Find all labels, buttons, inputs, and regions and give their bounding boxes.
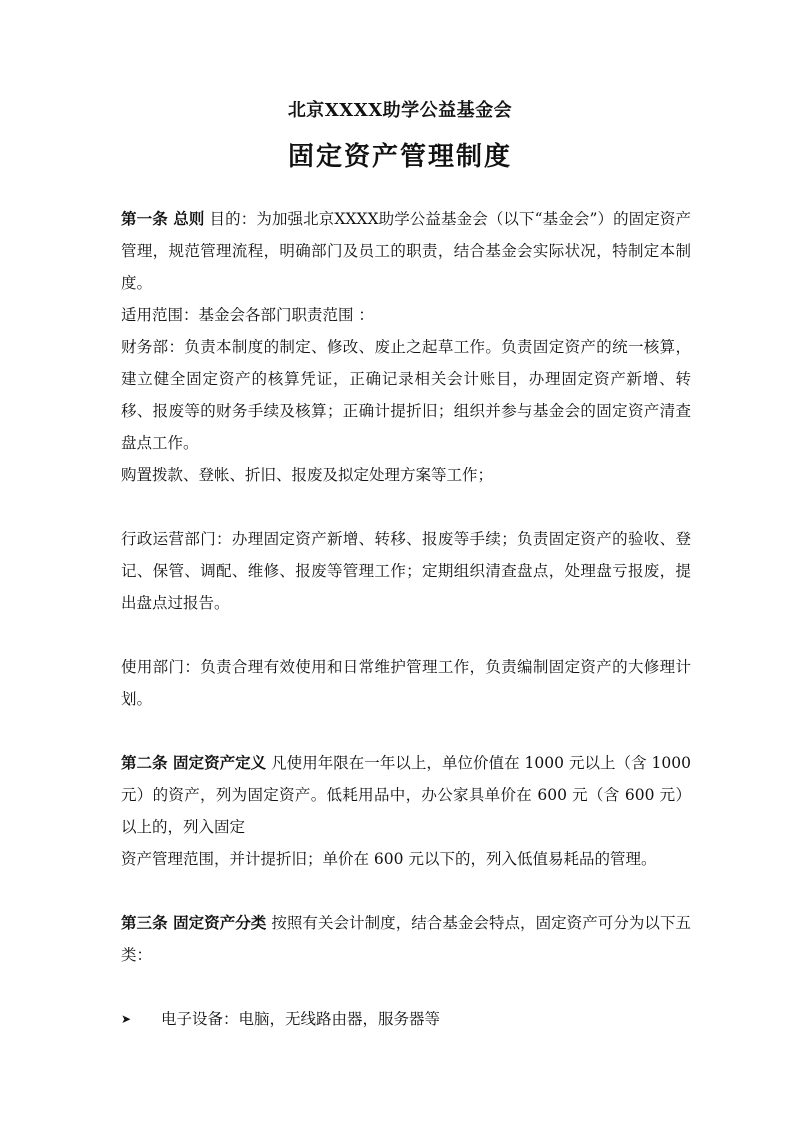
paragraph-gap: [121, 875, 691, 907]
article-1-heading: 第一条 总则: [121, 209, 205, 228]
list-item: [121, 1003, 691, 1035]
article-1-scope: 适用范围：基金会各部门职责范围 ：: [121, 306, 374, 324]
paragraph-gap: [121, 619, 691, 651]
article-3-text: 按照有关会计制度，结合基金会特点，固定资产可分为以下五类：: [121, 914, 691, 964]
arrow-bullet-icon: ➤: [121, 1012, 132, 1026]
article-3-heading: 第三条 固定资产分类: [121, 913, 267, 932]
article-1-purpose-paragraph: [121, 203, 691, 299]
article-1-user-duties: 使用部门：负责合理有效使用和日常维护管理工作，负责编制固定资产的大修理计划。: [121, 658, 691, 708]
article-2-text-continued: 资产管理范围，并计提折旧；单价在 600 元以下的，列入低值易耗品的管理。: [121, 850, 657, 868]
paragraph-gap: [121, 715, 691, 747]
document-title: 固定资产管理制度: [287, 142, 512, 172]
article-2-text: 凡使用年限在一年以上，单位价值在 1000 元以上（含 1000 元）的资产，列为固定资产。低耗用品中，办公家具单价在 600 元（含 600 元）以上的，列入固定: [121, 754, 691, 836]
paragraph-gap: [121, 491, 691, 523]
list-item-text: 电子设备：电脑，无线路由器，服务器等: [161, 1010, 441, 1028]
organization-title: 北京XXXX助学公益基金会: [287, 100, 513, 121]
article-2-paragraph: [121, 747, 691, 843]
document-body: [121, 203, 691, 1035]
article-1-admin-duties: 行政运营部门：办理固定资产新增、转移、报废等手续；负责固定资产的验收、登记、保管、调配、维修、报废等管理工作；定期组织清查盘点，处理盘亏报废，提出盘点过报告。: [121, 530, 691, 612]
article-2-heading: 第二条 固定资产定义: [121, 753, 267, 772]
paragraph-gap: [121, 971, 691, 1003]
article-3-paragraph: [121, 907, 691, 971]
article-1-purpose-text: 目的：为加强北京XXXX助学公益基金会（以下“基金会”）的固定资产管理，规范管理流程，明确部门及员工的职责，结合基金会实际状况，特制定本制度。: [121, 210, 691, 292]
article-1-purchase-duties: 购置拨款、登帐、折旧、报废及拟定处理方案等工作；: [121, 466, 494, 484]
article-1-finance-duties: 财务部：负责本制度的制定、修改、废止之起草工作。负责固定资产的统一核算，建立健全固定资产的核算凭证，正确记录相关会计账目，办理固定资产新增、转移、报废等的财务手续及核算；正确计提折旧；组织并参与基金会的固定资产清查盘点工作。: [121, 338, 691, 452]
